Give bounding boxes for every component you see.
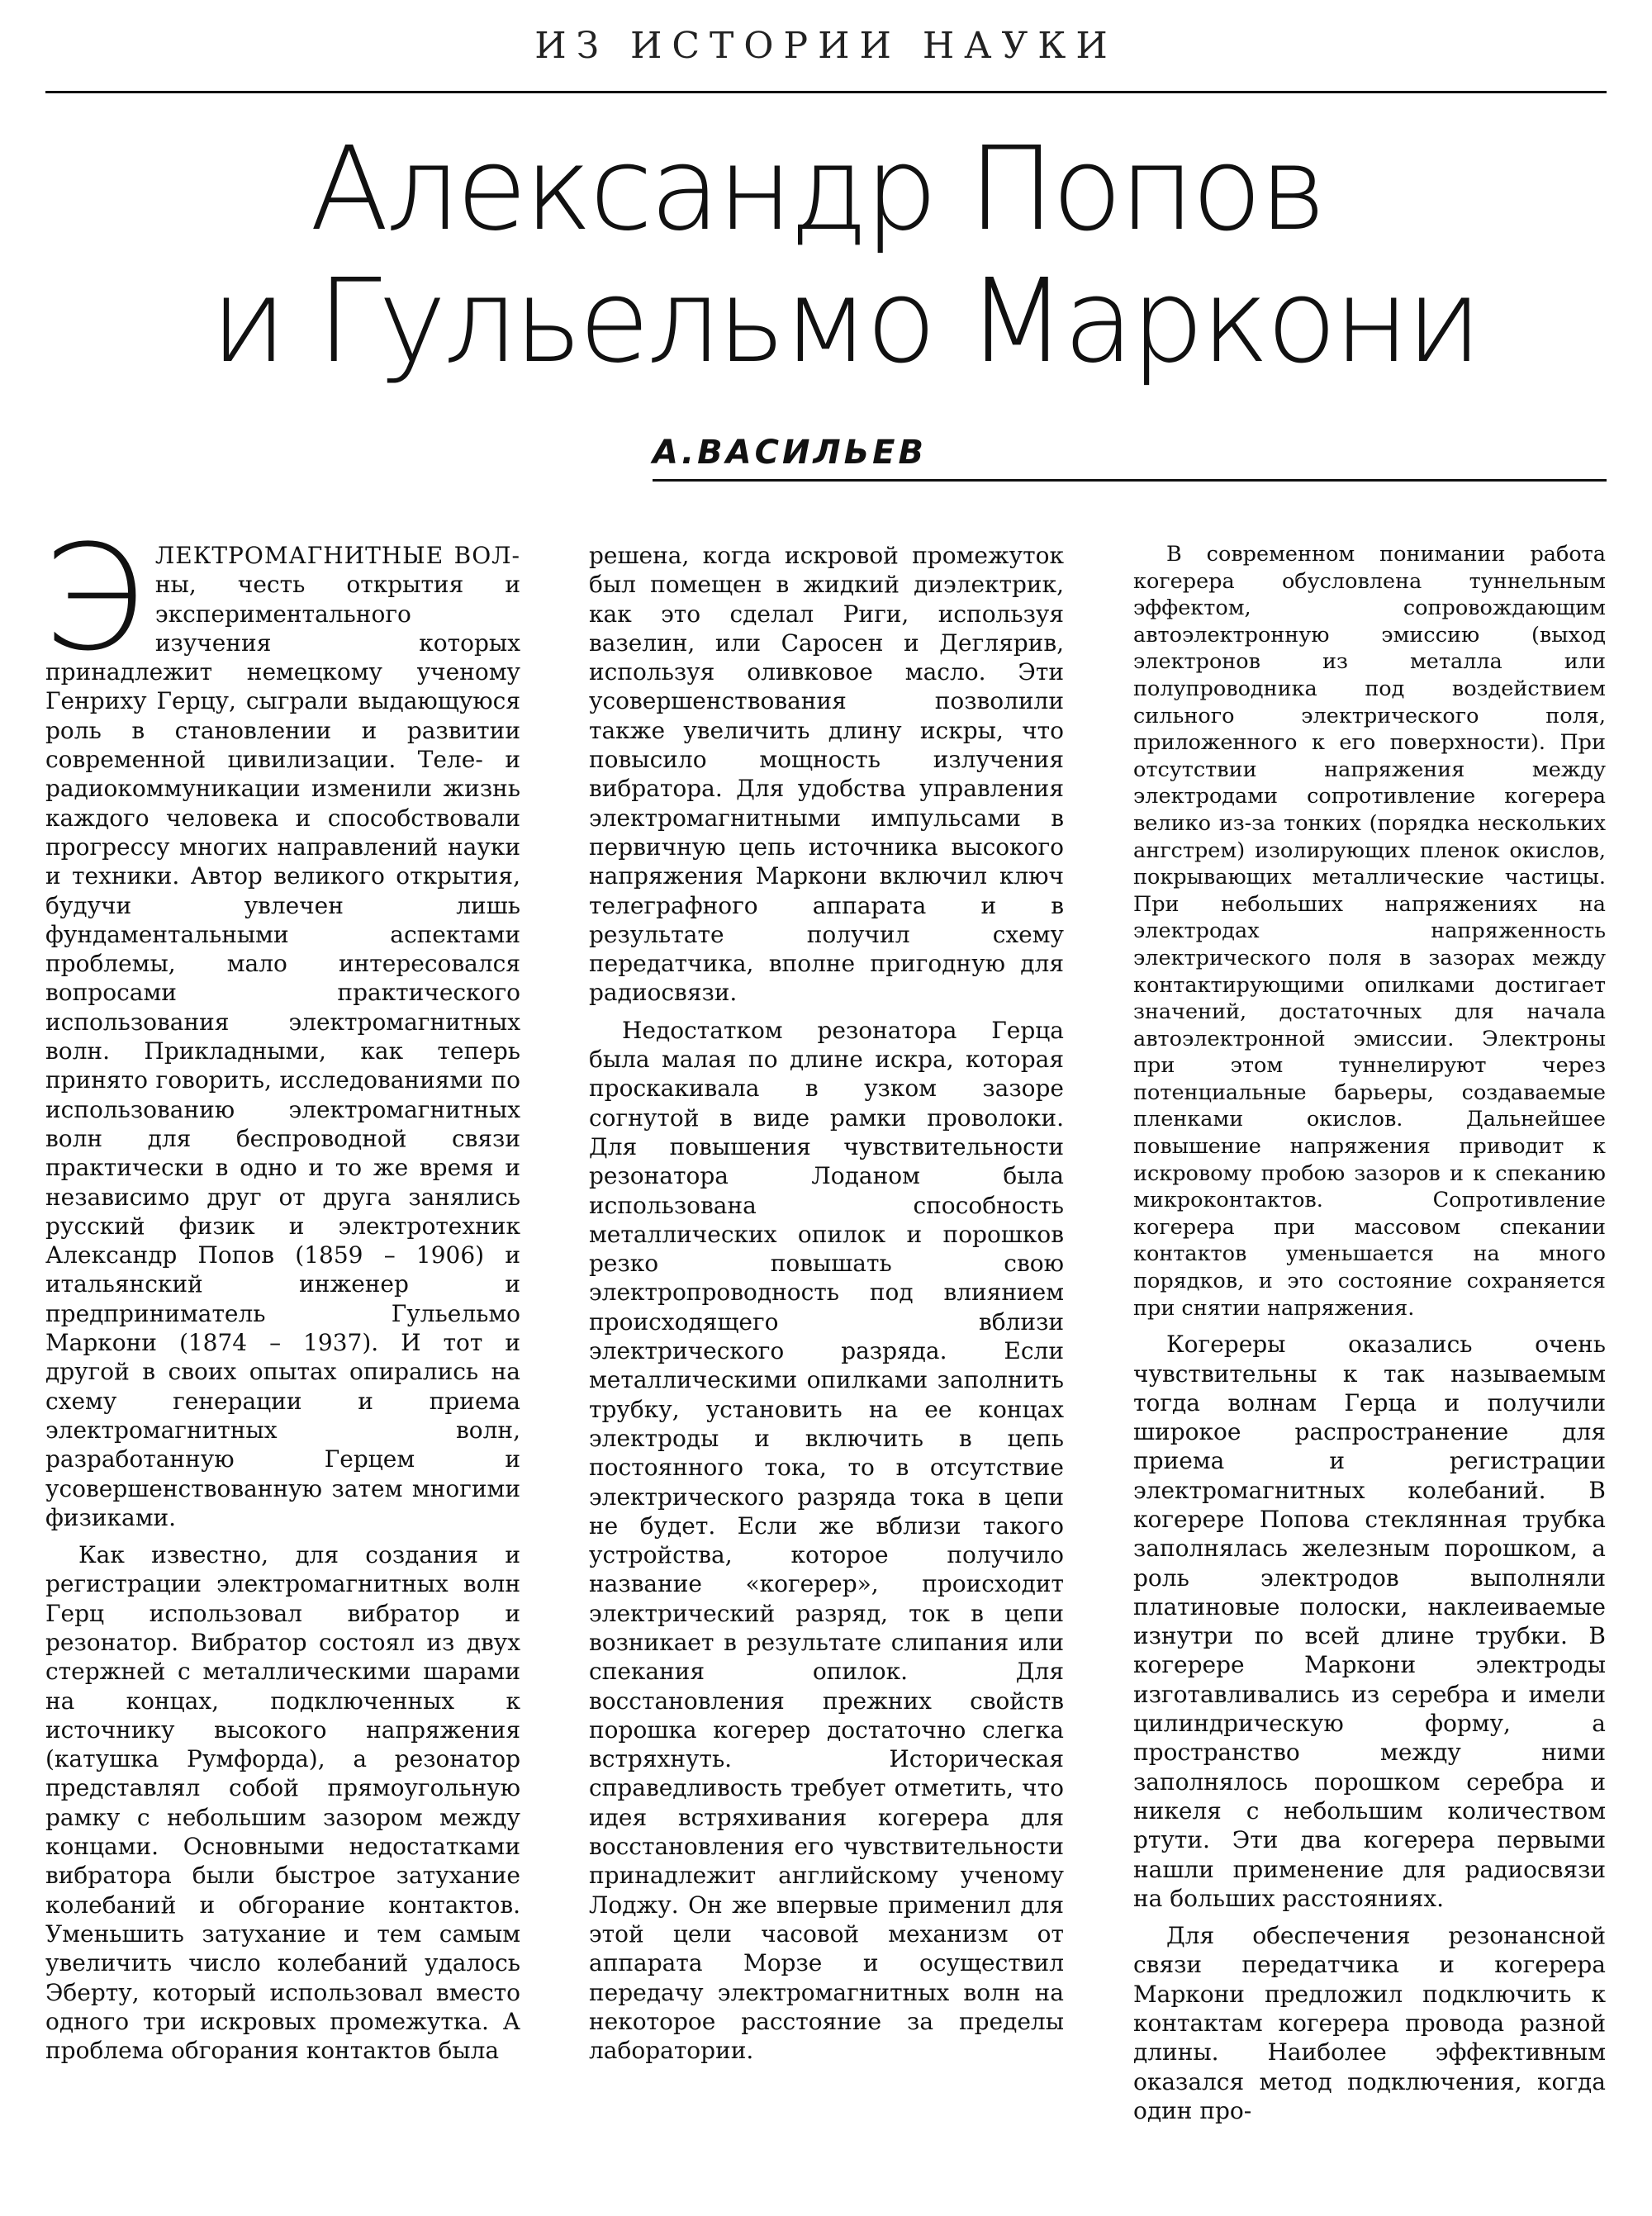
text-column-1 bbox=[42, 514, 520, 2065]
section-rubric: ИЗ ИСТОРИИ НАУКИ bbox=[534, 25, 1118, 67]
paragraph: решена, когда искровой промежуток был помещен в жидкий диэлектрик, как это сделал Риги, используя вазелин, или Саросен и Деглярив, используя оливковое масло. Эти усовершенствования позволили также увеличить длину искры, что повысило мощность излучения вибратора. Для удобства управления электромагнитными импульсами в первичную цепь источника высокого напряжения Маркони включил ключ телеграфного аппарата и в результате получил схему передатчика, вполне пригодную для радиосвязи. bbox=[589, 542, 1064, 1007]
top-divider bbox=[45, 91, 1607, 93]
paragraph: Когереры оказались очень чувствительны к так называемым тогда волнам Герца и получили широкое распространение для приема и регистрации электромагнитных колебаний. В когерере Попова стеклянная трубка заполнялась железным порошком, а роль электродов выполняли платиновые полоски, наклеиваемые изнутри по всей длине трубки. В когерере Маркони электроды изготавливались из серебра и имели цилиндрическую форму, а пространство между ними заполнялось порошком серебра и никеля с небольшим количеством ртути. Эти два когерера первыми нашли применение для радиосвязи на больших расстояниях. bbox=[1133, 1331, 1606, 1912]
paragraph-text: ны, честь открытия и экспериментального изучения которых принадлежит немецкому ученому Генриху Герцу, сыграли выдающуюся роль в становлении и развитии современной цивилизации. Теле- и радиокоммуникации изменили жизнь каждого человека и способствовали прогрессу многих направлений науки и техники. Автор великого открытия, будучи увлечен лишь фундаментальными аспектами проблемы, мало интересовался вопросами практического использования электромагнитных волн. Прикладными, как теперь принято говорить, исследованиями по использованию электромагнитных волн для беспроводной связи практически в одно и то же время и независимо друг от друга занялись русский физик и электротехник Александр Попов (1859 – 1906) и итальянский инженер и предприниматель Гульельмо Маркони (1874 – 1937). И тот и другой в своих опытах опирались на схему генерации и приема электромагнитных волн, разработанную Герцем и усовершенствованную затем многими физиками. bbox=[45, 571, 520, 1531]
lead-in: ЛЕКТРОМАГНИТНЫЕ ВОЛ- bbox=[154, 542, 520, 569]
text-column-2 bbox=[589, 541, 1064, 2065]
drop-cap: Э bbox=[42, 514, 144, 683]
paragraph: Недостатком резонатора Герца была малая по длине искра, которая проскакивала в узком зазоре согнутой в виде рамки проволоки. Для повышения чувствительности резонатора Лоданом была использована способность металлических опилок и порошков резко повышать свою электропроводность под влиянием происходящего вблизи электрического разряда. Если металлическими опилками заполнить трубку, установить на ее концах электроды и включить в цепь постоянного тока, то в отсутствие электрического разряда тока в цепи не будет. Если же вблизи такого устройства, которое получило название «когерер», происходит электрический разряд, ток в цепи возникает в результате слипания или спекания опилок. Для восстановления прежних свойств порошка когерер достаточно слегка встряхнуть. Историческая справедливость требует отметить, что идея встряхивания когерера для восстановления его чувствительности принадлежит английскому ученому Лоджу. Он же впервые применил для этой цели часовой механизм от аппарата Морзе и осуществил передачу электромагнитных волн на некоторое расстояние за пределы лаборатории. bbox=[589, 1016, 1064, 2065]
paragraph: Для обеспечения резонансной связи передатчика и когерера Маркони предложил подключить к контактам когерера провода разной длины. Наиболее эффективным оказался метод подключения, когда один про- bbox=[1133, 1922, 1606, 2124]
title-line-1: Александр Попов bbox=[310, 122, 1324, 257]
paragraph: В современном понимании работа когерера обусловлена туннельным эффектом, сопровождающим автоэлектронную эмиссию (выход электронов из металла или полупроводника под воздействием сильного электрического поля, приложенного к его поверхности). При отсутствии напряжения между электродами сопротивление когерера велико из-за тонких (порядка нескольких ангстрем) изолирующих пленок окислов, покрывающих металлические частицы. При небольших напряжениях на электродах напряженность электрического поля в зазорах между контактирующими опилками достигает значений, достаточных для начала автоэлектронной эмиссии. Электроны при этом туннелируют через потенциальные барьеры, создаваемые пленками окислов. Дальнейшее повышение напряжения приводит к искровому пробою зазоров и к спеканию микроконтактов. Сопротивление когерера при массовом спекании контактов уменьшается на много порядков, и это состояние сохраняется при снятии напряжения. bbox=[1133, 542, 1606, 1321]
author-byline: А.ВАСИЛЬЕВ bbox=[653, 434, 927, 472]
author-divider bbox=[653, 479, 1607, 482]
text-column-3 bbox=[1133, 541, 1606, 2125]
paragraph: Как известно, для создания и регистрации электромагнитных волн Герц использовал вибратор и резонатор. Вибратор состоял из двух стержней с металлическими шарами на концах, подключенных к источнику высокого напряжения (катушка Румфорда), а резонатор представлял собой прямоугольную рамку с небольшим зазором между концами. Основными недостатками вибратора были быстрое затухание колебаний и обгорание контактов. Уменьшить затухание и тем самым увеличить число колебаний удалось Эберту, который использовал вместо одного три искровых промежутка. А проблема обгорания контактов была bbox=[45, 1541, 520, 2065]
paragraph bbox=[42, 514, 520, 1532]
title-line-2: и Гульельмо Маркони bbox=[211, 254, 1479, 389]
